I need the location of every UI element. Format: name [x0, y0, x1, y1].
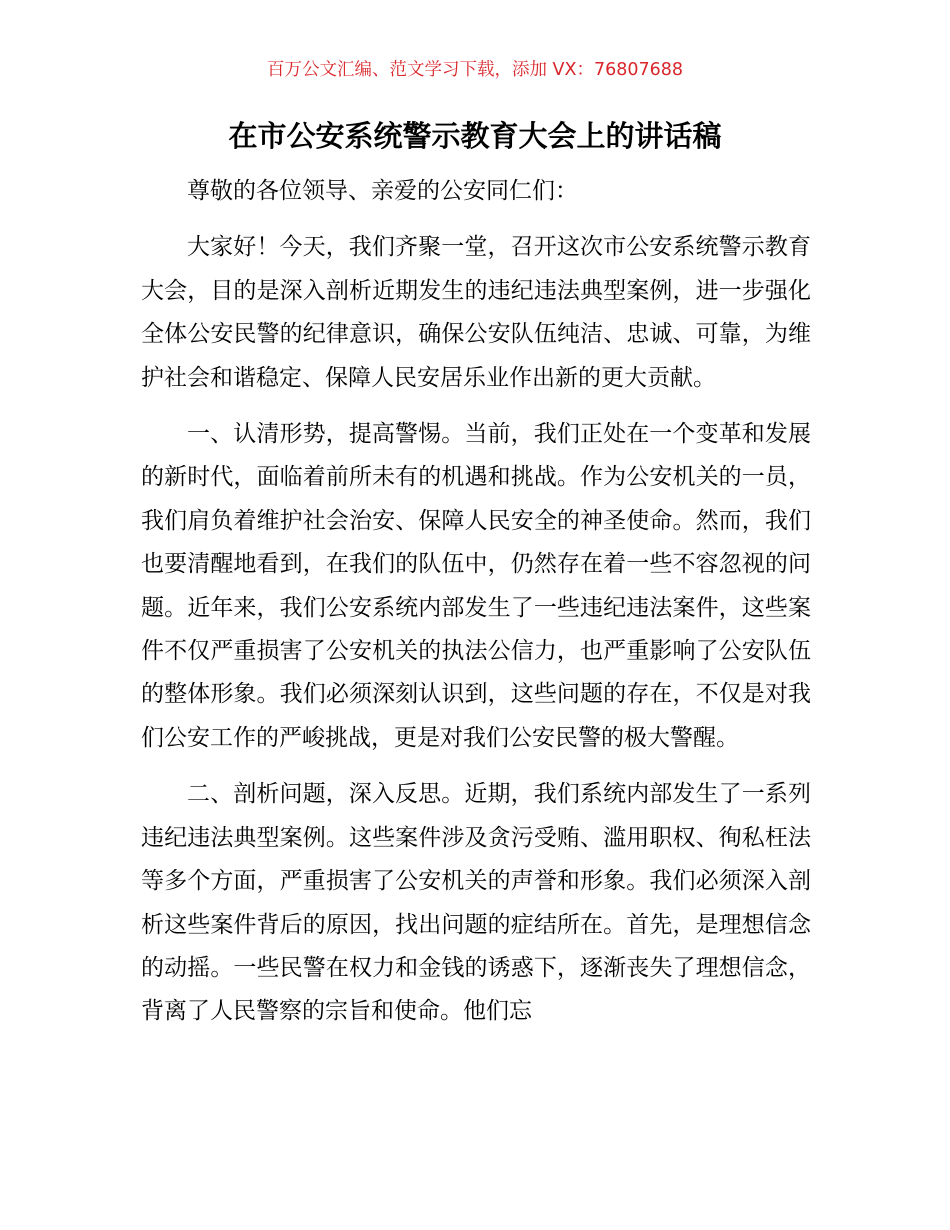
document-title: 在市公安系统警示教育大会上的讲话稿 — [228, 119, 722, 153]
watermark-banner: 百万公文汇编、范文学习下载，添加 VX：76807688 — [266, 60, 684, 80]
paragraph-section-two: 二、剖析问题，深入反思。近期，我们系统内部发生了一系列违纪违法典型案例。这些案件涉及贪污受贿、滥用职权、徇私枉法等多个方面，严重损害了公安机关的声誉和形象。我们必须深入剖析这些案件背后的原因，找出问题的症结所在。首先，是理想信念的动摇。一些民警在权力和金钱的诱惑下，逐渐丧失了理想信念，背离了人民警察的宗旨和使命。他们忘 — [141, 781, 811, 1025]
salutation: 尊敬的各位领导、亲爱的公安同仁们： — [187, 178, 578, 204]
paragraph-section-one: 一、认清形势，提高警惕。当前，我们正处在一个变革和发展的新时代，面临着前所未有的机遇和挑战。作为公安机关的一员，我们肩负着维护社会治安、保障人民安全的神圣使命。然而，我们也要清醒地看到，在我们的队伍中，仍然存在着一些不容忽视的问题。近年来，我们公安系统内部发生了一些违纪违法案件，这些案件不仅严重损害了公安机关的执法公信力，也严重影响了公安队伍的整体形象。我们必须深刻认识到，这些问题的存在，不仅是对我们公安工作的严峻挑战，更是对我们公安民警的极大警醒。 — [141, 421, 811, 751]
document-body — [141, 170, 811, 1034]
paragraph-opening: 大家好！今天，我们齐聚一堂，召开这次市公安系统警示教育大会，目的是深入剖析近期发生的违纪违法典型案例，进一步强化全体公安民警的纪律意识，确保公安队伍纯洁、忠诚、可靠，为维护社会和谐稳定、保障人民安居乐业作出新的更大贡献。 — [141, 234, 811, 391]
